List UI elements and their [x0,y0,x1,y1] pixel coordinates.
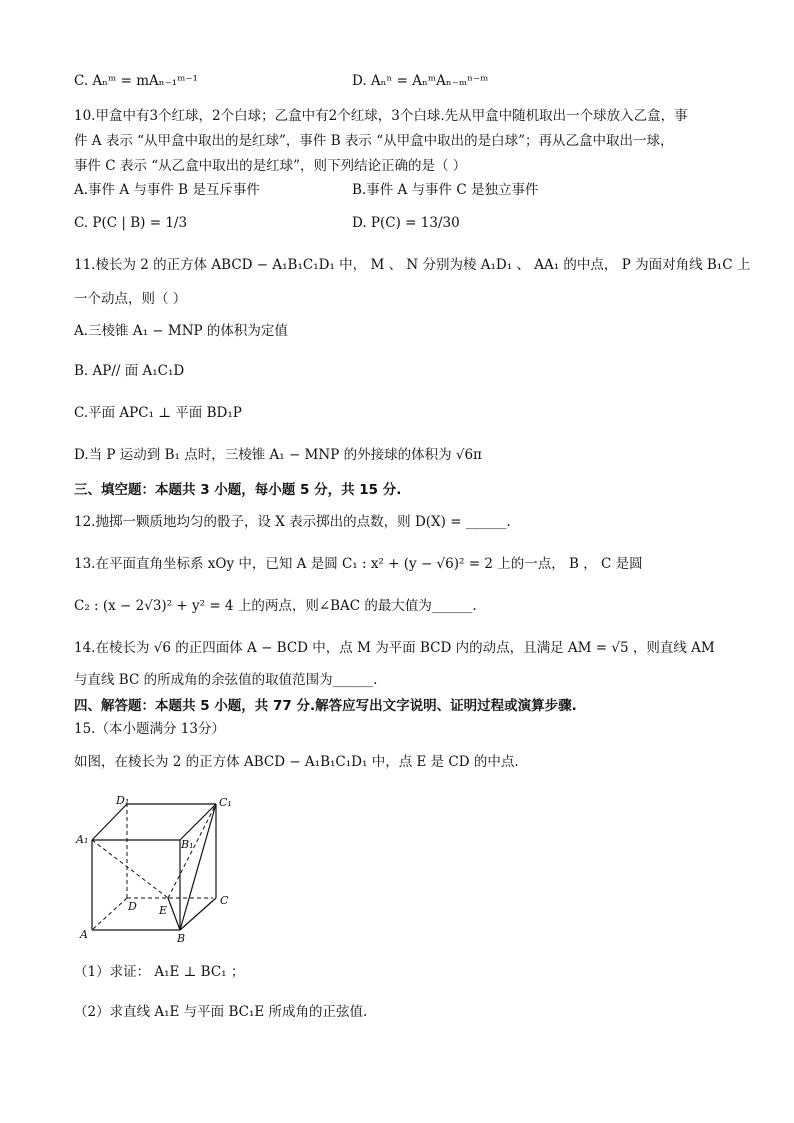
q12-text: 12.抛掷一颗质地均匀的骰子，设 X 表示掷出的点数，则 D(X) = ______. [74,514,511,530]
q15-intro: 如图，在棱长为 2 的正方体 ABCD − A₁B₁C₁D₁ 中，点 E 是 CD 的中点. [74,754,519,770]
q10-stem-line1: 10.甲盒中有3个红球，2个白球；乙盒中有2个红球，3个白球.先从甲盒中随机取出一个球放入乙盒，事 [74,108,688,124]
edge-bc [180,898,216,930]
segment-a1e [92,840,168,898]
label-c1: C₁ [219,796,232,809]
label-d: D [128,900,137,913]
edge-da [92,898,127,930]
q10-option-b: B.事件 A 与事件 C 是独立事件 [352,182,539,198]
q9-option-c: C. Aₙᵐ = mAₙ₋₁ᵐ⁻¹ [74,73,198,89]
label-d1: D₁ [116,794,130,807]
label-e: E [159,904,168,917]
q14-line2: 与直线 BC 的所成角的余弦值的取值范围为______. [74,672,378,688]
q11-option-b: B. AP// 面 A₁C₁D [74,363,185,379]
label-a: A [80,928,88,941]
q10-stem-line2: 件 A 表示 “从甲盒中取出的是红球”，事件 B 表示 “从甲盒中取出的是白球”；再从乙盒中取出一球， [74,133,674,149]
label-b: B [177,932,186,945]
label-b1: B₁ [181,838,194,851]
label-c: C [220,894,229,907]
q15-part1: （1）求证： A₁E ⊥ BC₁ ； [74,964,245,980]
q11-stem-line1: 11.棱长为 2 的正方体 ABCD − A₁B₁C₁D₁ 中， M 、 N 分别为棱 A₁D₁ 、 AA₁ 的中点， P 为面对角线 B₁C 上 [74,257,751,273]
q11-stem-line2: 一个动点，则（ ） [74,291,187,307]
label-a1: A₁ [76,833,89,846]
segment-eb [168,898,180,930]
cube-figure [70,790,250,950]
edge-a1d1 [92,804,127,840]
section3-heading: 三、填空题：本题共 3 小题，每小题 5 分，共 15 分. [74,482,402,498]
q15-header: 15.（本小题满分 13分） [74,721,225,737]
q11-option-a: A.三棱锥 A₁ − MNP 的体积为定值 [74,323,288,339]
segment-ec1 [168,804,216,898]
q15-part2: （2）求直线 A₁E 与平面 BC₁E 所成角的正弦值. [74,1004,368,1020]
q9-option-d: D. Aₙⁿ = AₙᵐAₙ₋ₘⁿ⁻ᵐ [352,73,489,89]
q10-option-d: D. P(C) = 13/30 [352,215,460,231]
q14-line1: 14.在棱长为 √6 的正四面体 A − BCD 中，点 M 为平面 BCD 内的动点，且满足 AM = √5 ，则直线 AM [74,640,715,656]
q10-option-a: A.事件 A 与事件 B 是互斥事件 [74,182,260,198]
q10-option-c: C. P(C | B) = 1/3 [74,215,188,231]
q11-option-c: C.平面 APC₁ ⊥ 平面 BD₁P [74,405,242,421]
q13-line2: C₂ : (x − 2√3)² + y² = 4 上的两点，则∠BAC 的最大值为______. [74,598,477,614]
q10-stem-line3: 事件 C 表示 “从乙盒中取出的是红球”，则下列结论正确的是（ ） [74,158,467,174]
q11-option-d: D.当 P 运动到 B₁ 点时，三棱锥 A₁ − MNP 的外接球的体积为 √6π [74,447,482,463]
segment-bc1 [180,804,216,930]
section4-heading: 四、解答题：本题共 5 小题，共 77 分.解答应写出文字说明、证明过程或演算步骤. [74,698,577,714]
q13-line1: 13.在平面直角坐标系 xOy 中，已知 A 是圆 C₁ : x² + (y − √6)² = 2 上的一点， B ， C 是圆 [74,556,643,572]
